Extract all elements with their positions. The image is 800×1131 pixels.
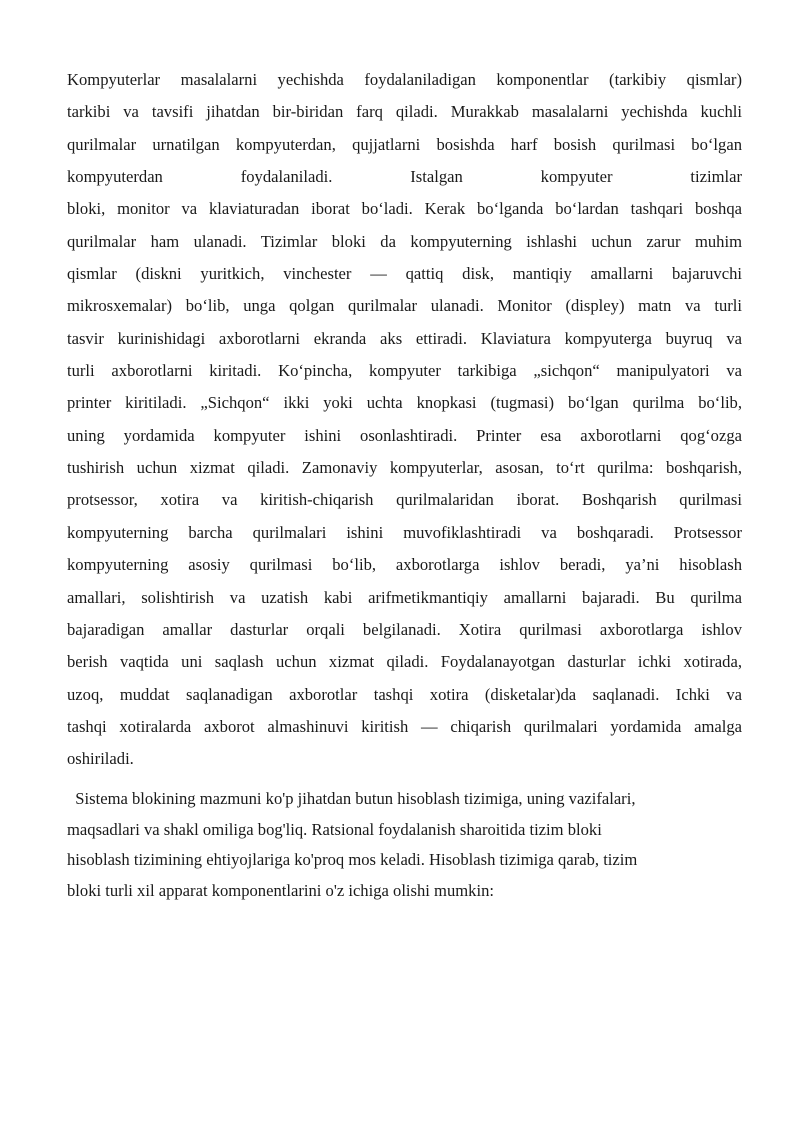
paragraph-system-block (67, 784, 742, 906)
text-line: Kompyuterlar masalalarni yechishda foydalaniladigan komponentlar (tarkibiy qismlar) (67, 70, 742, 89)
text-line: Sistema blokining mazmuni ko'p jihatdan butun hisoblash tizimiga, uning vazifalari, (67, 789, 636, 808)
text-line: oshiriladi. (67, 749, 134, 769)
text-line: tushirish uchun xizmat qiladi. Zamonaviy kompyuterlar, asosan, to‘rt qurilma: boshqarish, (67, 458, 742, 478)
text-line: tarkibi va tavsifi jihatdan bir-biridan farq qiladi. Murakkab masalalarni yechishda kuchli (67, 102, 742, 122)
text-line: qurilmalar ham ulanadi. Tizimlar bloki da kompyuterning ishlashi uchun zarur muhim (67, 231, 742, 251)
text-line: turli axborotlarni kiritadi. Ko‘pincha, kompyuter tarkibiga „sichqon“ manipulyatori va (67, 361, 742, 381)
text-line: uning yordamida kompyuter ishini osonlashtiradi. Printer esa axborotlarni qog‘ozga (67, 425, 742, 445)
text-line: kompyuterning asosiy qurilmasi bo‘lib, axborotlarga ishlov beradi, ya’ni hisoblash (67, 555, 742, 575)
text-line: uzoq, muddat saqlanadigan axborotlar tashqi xotira (disketalar)da saqlanadi. Ichki va (67, 684, 742, 704)
text-line: berish vaqtida uni saqlash uchun xizmat qiladi. Foydalanayotgan dasturlar ichki xotirada, (67, 652, 742, 672)
text-line: qismlar (diskni yuritkich, vinchester — qattiq disk, mantiqiy amallarni bajaruvchi (67, 264, 742, 284)
text-line: bloki turli xil apparat komponentlarini o'z ichiga olishi mumkin: (67, 880, 494, 900)
text-line: hisoblash tizimining ehtiyojlariga ko'proq mos keladi. Hisoblash tizimiga qarab, tizim (67, 850, 638, 869)
paragraph-computer-components (67, 64, 742, 776)
text-line: amallari, solishtirish va uzatish kabi arifmetikmantiqiy amallarni bajaradi. Bu qurilma (67, 587, 742, 607)
text-line: tasvir kurinishidagi axborotlarni ekranda aks ettiradi. Klaviatura kompyuterga buyruq va (67, 328, 742, 348)
text-line: mikrosxemalar) bo‘lib, unga qolgan qurilmalar ulanadi. Monitor (displey) matn va turli (67, 296, 742, 316)
text-line: bloki, monitor va klaviaturadan iborat bo‘ladi. Kerak bo‘lganda bo‘lardan tashqari boshqa (67, 199, 742, 219)
text-line: protsessor, xotira va kiritish-chiqarish qurilmalaridan iborat. Boshqarish qurilmasi (67, 490, 742, 510)
text-line: printer kiritiladi. „Sichqon“ ikki yoki uchta knopkasi (tugmasi) bo‘lgan qurilma bo‘lib, (67, 393, 742, 413)
text-line: kompyuterdan foydalaniladi. Istalgan kompyuter tizimlar (67, 167, 742, 187)
text-line: maqsadlari va shakl omiliga bog'liq. Ratsional foydalanish sharoitida tizim bloki (67, 819, 602, 839)
text-line: kompyuterning barcha qurilmalari ishini muvofiklashtiradi va boshqaradi. Protsessor (67, 522, 742, 542)
text-line: bajaradigan amallar dasturlar orqali belgilanadi. Xotira qurilmasi axborotlarga ishlov (67, 619, 742, 639)
text-line: qurilmalar urnatilgan kompyuterdan, qujjatlarni bosishda harf bosish qurilmasi bo‘lgan (67, 134, 742, 154)
text-line: tashqi xotiralarda axborot almashinuvi kiritish — chiqarish qurilmalari yordamida amalga (67, 716, 742, 736)
